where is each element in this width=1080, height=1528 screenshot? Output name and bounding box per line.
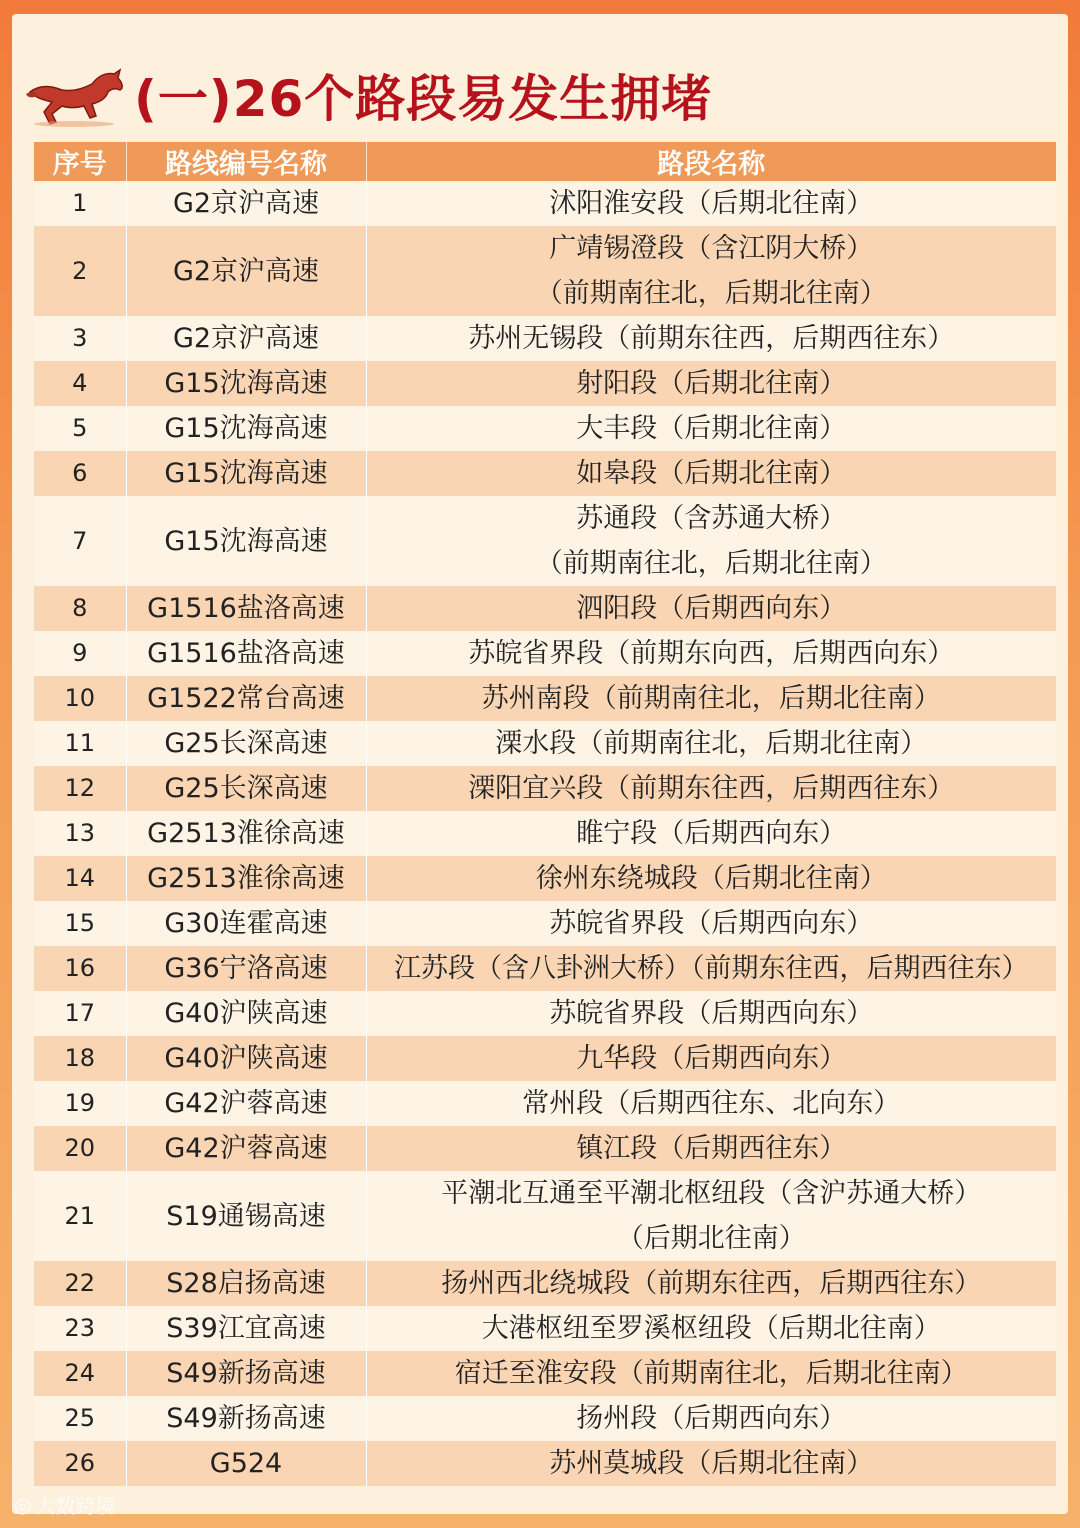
- section-line: 苏通段（含苏通大桥）: [576, 503, 847, 534]
- route-name: G2京沪高速: [126, 316, 366, 361]
- section-name: [366, 1396, 1056, 1441]
- section-name: [366, 1036, 1056, 1081]
- section-name: [366, 991, 1056, 1036]
- section-name: [366, 1261, 1056, 1306]
- watermark-text: 大数跨境: [35, 1494, 116, 1518]
- section-line: 溧水段（前期南往北，后期北往南）: [495, 728, 928, 759]
- route-name: G15沈海高速: [126, 361, 366, 406]
- section-line: （前期南往北，后期北往南）: [535, 548, 887, 579]
- row-number: 10: [34, 676, 126, 721]
- section-name: [366, 361, 1056, 406]
- section-name: [366, 1171, 1056, 1261]
- page-title: (一)26个路段易发生拥堵: [134, 70, 713, 128]
- section-line: 苏皖省界段（前期东向西，后期西向东）: [468, 638, 955, 669]
- table-row: [34, 676, 1056, 721]
- row-number: 16: [34, 946, 126, 991]
- route-name: G1522常台高速: [126, 676, 366, 721]
- header-section: 路段名称: [366, 142, 1056, 181]
- section-name: [366, 1441, 1056, 1486]
- table-row: [34, 1351, 1056, 1396]
- section-line: 江苏段（含八卦洲大桥）（前期东往西，后期西往东）: [394, 953, 1029, 984]
- header-route: 路线编号名称: [126, 142, 366, 181]
- route-name: G524: [126, 1441, 366, 1486]
- section-name: [366, 406, 1056, 451]
- section-line: 广靖锡澄段（含江阴大桥）: [549, 233, 874, 264]
- route-name: S49新扬高速: [126, 1351, 366, 1396]
- section-name: [366, 451, 1056, 496]
- table-row: [34, 496, 1056, 586]
- section-name: [366, 676, 1056, 721]
- section-name: [366, 1351, 1056, 1396]
- row-number: 20: [34, 1126, 126, 1171]
- section-line: 苏皖省界段（后期西向东）: [549, 908, 874, 939]
- row-number: 5: [34, 406, 126, 451]
- table-row: [34, 181, 1056, 226]
- section-name: [366, 316, 1056, 361]
- section-line: 苏州莫城段（后期北往南）: [549, 1448, 874, 1479]
- table-row: [34, 856, 1056, 901]
- route-name: G1516盐洛高速: [126, 586, 366, 631]
- section-line: 泗阳段（后期西向东）: [576, 593, 847, 624]
- row-number: 1: [34, 181, 126, 226]
- route-name: G15沈海高速: [126, 496, 366, 586]
- section-name: [366, 766, 1056, 811]
- route-name: S19通锡高速: [126, 1171, 366, 1261]
- table-row: [34, 946, 1056, 991]
- section-line: 大港枢纽至罗溪枢纽段（后期北往南）: [481, 1313, 941, 1344]
- route-name: S39江宜高速: [126, 1306, 366, 1351]
- route-name: G15沈海高速: [126, 406, 366, 451]
- table-row: [34, 316, 1056, 361]
- route-name: G1516盐洛高速: [126, 631, 366, 676]
- row-number: 15: [34, 901, 126, 946]
- table-row: [34, 406, 1056, 451]
- section-name: [366, 1306, 1056, 1351]
- table-row: [34, 226, 1056, 316]
- route-name: G42沪蓉高速: [126, 1126, 366, 1171]
- route-name: S49新扬高速: [126, 1396, 366, 1441]
- table-body: [34, 181, 1056, 1486]
- section-name: [366, 721, 1056, 766]
- row-number: 9: [34, 631, 126, 676]
- row-number: 22: [34, 1261, 126, 1306]
- table-header-row: [34, 142, 1056, 181]
- route-name: G2京沪高速: [126, 226, 366, 316]
- section-name: [366, 856, 1056, 901]
- table-row: [34, 766, 1056, 811]
- section-line: 宿迁至淮安段（前期南往北，后期北往南）: [454, 1358, 968, 1389]
- section-name: [366, 946, 1056, 991]
- table-row: [34, 361, 1056, 406]
- section-name: [366, 631, 1056, 676]
- section-name: [366, 811, 1056, 856]
- table-row: [34, 1036, 1056, 1081]
- row-number: 13: [34, 811, 126, 856]
- route-name: G25长深高速: [126, 766, 366, 811]
- table-row: [34, 991, 1056, 1036]
- title-row: [22, 60, 712, 130]
- table-row: [34, 1081, 1056, 1126]
- watermark-logo-icon: ◎: [14, 1492, 32, 1517]
- horse-icon: [22, 62, 128, 128]
- row-number: 12: [34, 766, 126, 811]
- section-line: 九华段（后期西向东）: [576, 1043, 847, 1074]
- route-name: S28启扬高速: [126, 1261, 366, 1306]
- row-number: 21: [34, 1171, 126, 1261]
- section-line: 大丰段（后期北往南）: [576, 413, 847, 444]
- table-row: [34, 586, 1056, 631]
- row-number: 23: [34, 1306, 126, 1351]
- section-line: 溧阳宜兴段（前期东往西，后期西往东）: [468, 773, 955, 804]
- table-row: [34, 1306, 1056, 1351]
- row-number: 8: [34, 586, 126, 631]
- section-line: 常州段（后期西往东、北向东）: [522, 1088, 901, 1119]
- row-number: 17: [34, 991, 126, 1036]
- section-line: 沭阳淮安段（后期北往南）: [549, 188, 874, 219]
- table-row: [34, 721, 1056, 766]
- table-row: [34, 631, 1056, 676]
- row-number: 25: [34, 1396, 126, 1441]
- watermark: [14, 1490, 115, 1519]
- section-name: [366, 226, 1056, 316]
- section-line: 睢宁段（后期西向东）: [576, 818, 847, 849]
- route-name: G40沪陕高速: [126, 991, 366, 1036]
- section-line: 镇江段（后期西往东）: [576, 1133, 847, 1164]
- row-number: 4: [34, 361, 126, 406]
- table-row: [34, 1261, 1056, 1306]
- route-name: G40沪陕高速: [126, 1036, 366, 1081]
- section-line: 徐州东绕城段（后期北往南）: [535, 863, 887, 894]
- route-name: G15沈海高速: [126, 451, 366, 496]
- section-name: [366, 586, 1056, 631]
- section-name: [366, 496, 1056, 586]
- section-line: 射阳段（后期北往南）: [576, 368, 847, 399]
- table-row: [34, 901, 1056, 946]
- row-number: 11: [34, 721, 126, 766]
- row-number: 2: [34, 226, 126, 316]
- congestion-table: [34, 142, 1056, 1486]
- section-line: （前期南往北，后期北往南）: [535, 278, 887, 309]
- row-number: 24: [34, 1351, 126, 1396]
- row-number: 14: [34, 856, 126, 901]
- section-line: 苏州南段（前期南往北，后期北往南）: [481, 683, 941, 714]
- row-number: 3: [34, 316, 126, 361]
- row-number: 7: [34, 496, 126, 586]
- section-name: [366, 901, 1056, 946]
- table-row: [34, 1171, 1056, 1261]
- section-name: [366, 1126, 1056, 1171]
- header-number: 序号: [34, 142, 126, 181]
- route-name: G2京沪高速: [126, 181, 366, 226]
- route-name: G25长深高速: [126, 721, 366, 766]
- section-name: [366, 181, 1056, 226]
- route-name: G2513淮徐高速: [126, 811, 366, 856]
- table-row: [34, 451, 1056, 496]
- table-row: [34, 811, 1056, 856]
- route-name: G42沪蓉高速: [126, 1081, 366, 1126]
- row-number: 26: [34, 1441, 126, 1486]
- table-row: [34, 1126, 1056, 1171]
- section-line: 扬州段（后期西向东）: [576, 1403, 847, 1434]
- section-line: （后期北往南）: [616, 1223, 806, 1254]
- section-line: 苏州无锡段（前期东往西，后期西往东）: [468, 323, 955, 354]
- table-row: [34, 1396, 1056, 1441]
- section-line: 平潮北互通至平潮北枢纽段（含沪苏通大桥）: [441, 1178, 982, 1209]
- row-number: 6: [34, 451, 126, 496]
- route-name: G2513淮徐高速: [126, 856, 366, 901]
- section-name: [366, 1081, 1056, 1126]
- section-line: 苏皖省界段（后期西向东）: [549, 998, 874, 1029]
- section-line: 扬州西北绕城段（前期东往西，后期西往东）: [441, 1268, 982, 1299]
- table-row: [34, 1441, 1056, 1486]
- row-number: 18: [34, 1036, 126, 1081]
- route-name: G36宁洛高速: [126, 946, 366, 991]
- row-number: 19: [34, 1081, 126, 1126]
- route-name: G30连霍高速: [126, 901, 366, 946]
- section-line: 如皋段（后期北往南）: [576, 458, 847, 489]
